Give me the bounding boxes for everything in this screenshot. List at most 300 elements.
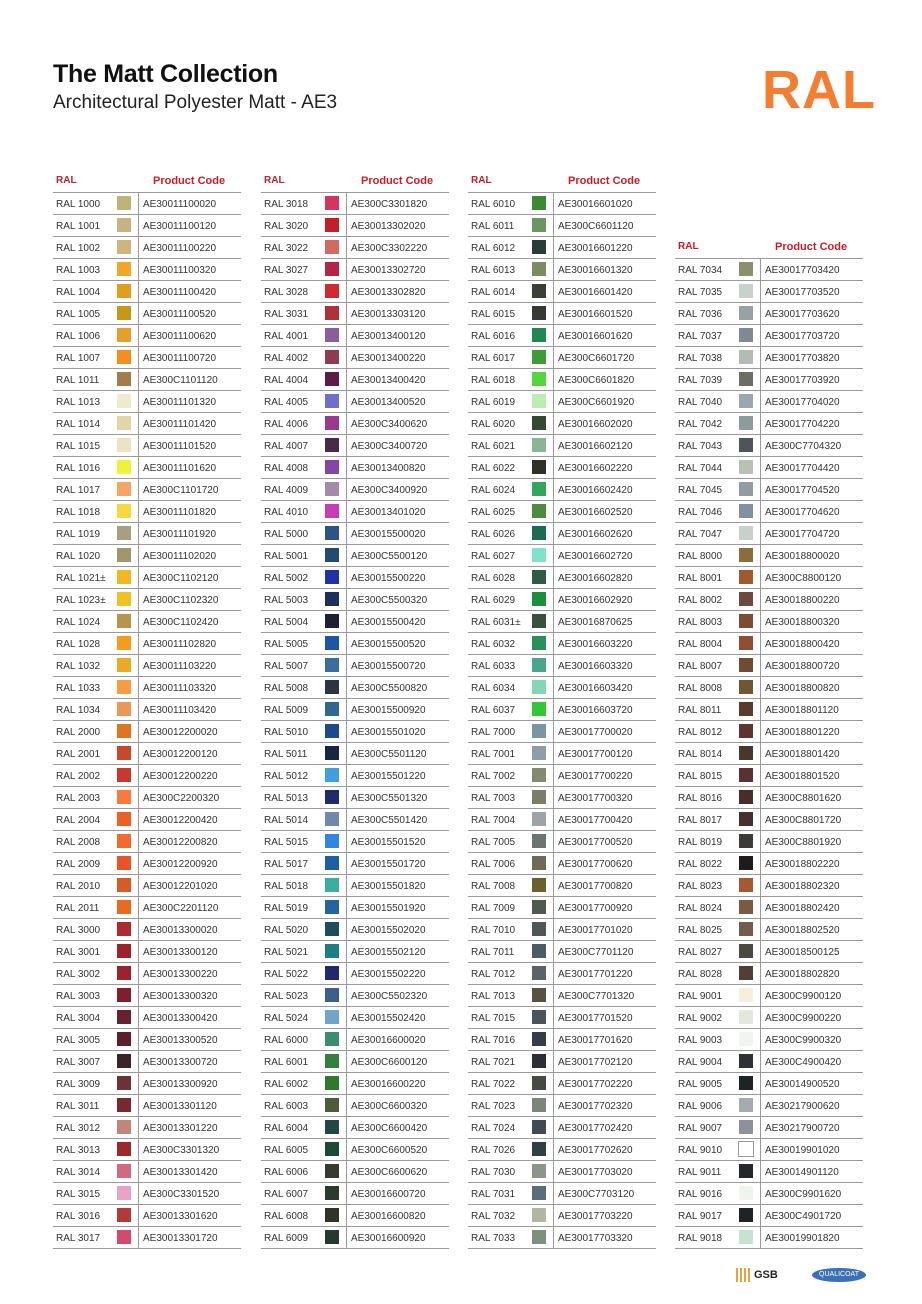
column-divider (346, 545, 347, 566)
table-row (468, 281, 656, 303)
color-swatch (532, 1164, 546, 1178)
ral-code: RAL 3004 (56, 1013, 101, 1024)
color-swatch (325, 284, 339, 298)
product-code: AE30013300520 (143, 1035, 218, 1046)
product-code: AE300C8800120 (765, 573, 842, 584)
column-divider (138, 501, 139, 522)
ral-code: RAL 2009 (56, 859, 101, 870)
color-swatch (325, 1098, 339, 1112)
product-code: AE30018801420 (765, 749, 840, 760)
table-row (261, 809, 449, 831)
color-swatch (117, 702, 131, 716)
table-row (261, 765, 449, 787)
column-divider (760, 369, 761, 390)
column-divider (760, 567, 761, 588)
ral-code: RAL 5005 (264, 639, 309, 650)
table-row (675, 1161, 863, 1183)
table-row (53, 809, 241, 831)
color-swatch (117, 724, 131, 738)
product-code: AE30016602220 (558, 463, 633, 474)
color-swatch (117, 1054, 131, 1068)
ral-code: RAL 4004 (264, 375, 309, 386)
color-swatch (117, 658, 131, 672)
column-divider (553, 259, 554, 280)
ral-code: RAL 3027 (264, 265, 309, 276)
ral-code: RAL 2004 (56, 815, 101, 826)
ral-code: RAL 9004 (678, 1057, 723, 1068)
table-row (675, 391, 863, 413)
product-code: AE30013300720 (143, 1057, 218, 1068)
color-swatch (532, 196, 546, 210)
ral-code: RAL 1024 (56, 617, 101, 628)
table-row (261, 853, 449, 875)
table-row (261, 1051, 449, 1073)
column-divider (760, 919, 761, 940)
ral-code: RAL 6007 (264, 1189, 309, 1200)
color-swatch (532, 262, 546, 276)
column-divider (553, 589, 554, 610)
table-row (53, 897, 241, 919)
product-code: AE30011100620 (143, 331, 217, 342)
ral-code: RAL 8000 (678, 551, 723, 562)
column-divider (138, 853, 139, 874)
column-divider (553, 567, 554, 588)
table-row (261, 567, 449, 589)
product-code: AE30016602120 (558, 441, 633, 452)
table-row (261, 1073, 449, 1095)
ral-code: RAL 8023 (678, 881, 723, 892)
color-swatch (739, 834, 753, 848)
table-row (468, 347, 656, 369)
ral-code: RAL 7002 (471, 771, 516, 782)
product-code: AE300C2201120 (143, 903, 219, 914)
ral-code: RAL 1034 (56, 705, 101, 716)
table-row (468, 479, 656, 501)
color-swatch (739, 614, 753, 628)
column-divider (346, 897, 347, 918)
column-divider (760, 303, 761, 324)
product-code: AE30217900720 (765, 1123, 840, 1134)
column-divider (138, 369, 139, 390)
product-code: AE300C3301520 (143, 1189, 220, 1200)
product-code: AE300C1101720 (143, 485, 219, 496)
color-swatch (739, 1076, 753, 1090)
product-code: AE30016600720 (351, 1189, 426, 1200)
color-swatch (739, 306, 753, 320)
color-swatch (117, 1076, 131, 1090)
column-divider (760, 347, 761, 368)
ral-code: RAL 9003 (678, 1035, 723, 1046)
ral-code: RAL 1013 (56, 397, 101, 408)
color-swatch (325, 636, 339, 650)
product-code: AE30217900620 (765, 1101, 840, 1112)
color-swatch (325, 900, 339, 914)
column-divider (553, 479, 554, 500)
column-divider (346, 809, 347, 830)
product-code: AE30018802520 (765, 925, 840, 936)
ral-code: RAL 6031± (471, 617, 521, 628)
ral-code: RAL 6005 (264, 1145, 309, 1156)
column-divider (346, 831, 347, 852)
ral-code: RAL 8024 (678, 903, 723, 914)
table-row (468, 1051, 656, 1073)
table-row (261, 347, 449, 369)
column-divider (760, 1073, 761, 1094)
color-swatch (325, 504, 339, 518)
table-row (53, 1227, 241, 1249)
column-divider (553, 1205, 554, 1226)
product-code: AE30017701220 (558, 969, 633, 980)
column-divider (553, 1161, 554, 1182)
ral-code: RAL 7000 (471, 727, 516, 738)
product-code: AE300C5501320 (351, 793, 428, 804)
table-row (468, 787, 656, 809)
color-swatch (739, 504, 753, 518)
color-swatch (532, 526, 546, 540)
color-swatch (117, 856, 131, 870)
ral-code: RAL 1023± (56, 595, 106, 606)
color-swatch (532, 1208, 546, 1222)
color-swatch (117, 372, 131, 386)
table-row (261, 1205, 449, 1227)
table-row (468, 743, 656, 765)
column-divider (138, 545, 139, 566)
color-swatch (117, 218, 131, 232)
product-code: AE30012200220 (143, 771, 218, 782)
ral-code: RAL 1000 (56, 199, 101, 210)
color-table-4 (675, 238, 863, 1249)
product-code: AE30016602420 (558, 485, 633, 496)
column-divider (553, 875, 554, 896)
table-row (468, 1095, 656, 1117)
product-code: AE30012200020 (143, 727, 218, 738)
color-swatch (739, 746, 753, 760)
column-divider (138, 391, 139, 412)
color-swatch (532, 922, 546, 936)
ral-code: RAL 9016 (678, 1189, 723, 1200)
product-code: AE30012200820 (143, 837, 218, 848)
product-code: AE30011102820 (143, 639, 217, 650)
ral-code: RAL 5001 (264, 551, 309, 562)
table-row (468, 1007, 656, 1029)
column-divider (138, 743, 139, 764)
ral-code: RAL 8027 (678, 947, 723, 958)
product-code: AE300C6601720 (558, 353, 635, 364)
ral-code: RAL 3016 (56, 1211, 101, 1222)
table-row (675, 963, 863, 985)
ral-code: RAL 6002 (264, 1079, 309, 1090)
ral-code: RAL 6001 (264, 1057, 309, 1068)
column-divider (760, 963, 761, 984)
ral-code: RAL 3013 (56, 1145, 101, 1156)
table-row (675, 1139, 863, 1161)
table-row (53, 831, 241, 853)
product-code: AE30013302820 (351, 287, 426, 298)
product-code: AE30015500720 (351, 661, 426, 672)
product-code: AE30017704020 (765, 397, 840, 408)
product-code: AE30018802420 (765, 903, 840, 914)
column-divider (760, 391, 761, 412)
product-code: AE300C1101120 (143, 375, 218, 386)
column-divider (346, 655, 347, 676)
product-code: AE30014901120 (765, 1167, 839, 1178)
product-code: AE30016601620 (558, 331, 633, 342)
table-row (53, 633, 241, 655)
gsb-bars-icon (736, 1268, 752, 1282)
ral-code: RAL 7006 (471, 859, 516, 870)
header-ral: RAL (56, 175, 77, 186)
column-divider (553, 1183, 554, 1204)
column-divider (760, 633, 761, 654)
product-code: AE30016601020 (558, 199, 633, 210)
table-row (468, 215, 656, 237)
column-divider (138, 787, 139, 808)
color-swatch (739, 328, 753, 342)
column-divider (138, 1205, 139, 1226)
product-code: AE300C5500320 (351, 595, 428, 606)
table-row (53, 919, 241, 941)
color-swatch (325, 372, 339, 386)
ral-code: RAL 6013 (471, 265, 516, 276)
ral-code: RAL 2001 (56, 749, 101, 760)
product-code: AE30011102020 (143, 551, 217, 562)
ral-code: RAL 5023 (264, 991, 309, 1002)
ral-code: RAL 1021± (56, 573, 106, 584)
product-code: AE30016602620 (558, 529, 633, 540)
column-divider (138, 1161, 139, 1182)
product-code: AE30015502020 (351, 925, 426, 936)
product-code: AE30016601520 (558, 309, 633, 320)
column-divider (346, 985, 347, 1006)
ral-code: RAL 4010 (264, 507, 309, 518)
color-swatch (117, 1186, 131, 1200)
product-code: AE300C2200320 (143, 793, 220, 804)
table-row (675, 303, 863, 325)
column-divider (553, 1051, 554, 1072)
color-swatch (532, 790, 546, 804)
color-swatch (739, 1208, 753, 1222)
table-row (468, 1139, 656, 1161)
table-row (468, 875, 656, 897)
product-code: AE300C4901720 (765, 1211, 842, 1222)
table-row (261, 655, 449, 677)
column-divider (138, 809, 139, 830)
ral-code: RAL 6026 (471, 529, 516, 540)
color-swatch (117, 988, 131, 1002)
color-swatch (739, 702, 753, 716)
color-swatch (532, 1054, 546, 1068)
product-code: AE300C9900320 (765, 1035, 842, 1046)
column-divider (346, 1007, 347, 1028)
color-table-1 (53, 172, 241, 1249)
table-row (675, 435, 863, 457)
product-code: AE30011101820 (143, 507, 217, 518)
column-divider (553, 347, 554, 368)
table-row (675, 1227, 863, 1249)
table-row (675, 259, 863, 281)
product-code: AE300C1102320 (143, 595, 219, 606)
ral-code: RAL 6033 (471, 661, 516, 672)
color-swatch (117, 460, 131, 474)
table-row (468, 765, 656, 787)
column-divider (138, 1183, 139, 1204)
color-swatch (532, 966, 546, 980)
table-row (261, 1007, 449, 1029)
ral-code: RAL 7031 (471, 1189, 516, 1200)
table-row (53, 545, 241, 567)
product-code: AE30017702620 (558, 1145, 633, 1156)
column-divider (138, 831, 139, 852)
product-code: AE30011100120 (143, 221, 217, 232)
ral-code: RAL 1005 (56, 309, 101, 320)
product-code: AE30015501020 (351, 727, 426, 738)
column-divider (346, 1227, 347, 1248)
color-swatch (325, 592, 339, 606)
color-swatch (117, 1164, 131, 1178)
column-divider (760, 1051, 761, 1072)
gsb-logo (736, 1268, 778, 1282)
column-divider (760, 721, 761, 742)
column-divider (138, 1095, 139, 1116)
product-code: AE300C6601920 (558, 397, 635, 408)
product-code: AE30013401020 (351, 507, 426, 518)
ral-code: RAL 5018 (264, 881, 309, 892)
column-divider (760, 259, 761, 280)
table-row (261, 193, 449, 215)
color-swatch (739, 372, 753, 386)
color-swatch (325, 482, 339, 496)
product-code: AE300C3301320 (143, 1145, 220, 1156)
table-row (675, 1051, 863, 1073)
color-swatch (739, 812, 753, 826)
color-swatch (325, 1076, 339, 1090)
table-row (53, 963, 241, 985)
product-code: AE30013400420 (351, 375, 426, 386)
color-swatch (325, 856, 339, 870)
color-swatch (325, 1054, 339, 1068)
product-code: AE30018800420 (765, 639, 840, 650)
color-swatch (117, 196, 131, 210)
column-divider (553, 391, 554, 412)
table-row (53, 215, 241, 237)
product-code: AE30013400520 (351, 397, 426, 408)
color-swatch (739, 768, 753, 782)
column-divider (553, 1095, 554, 1116)
product-code: AE30013303120 (351, 309, 426, 320)
column-divider (553, 897, 554, 918)
table-row (468, 611, 656, 633)
table-row (675, 325, 863, 347)
product-code: AE30016602020 (558, 419, 633, 430)
ral-code: RAL 7023 (471, 1101, 516, 1112)
color-swatch (117, 614, 131, 628)
color-swatch (117, 328, 131, 342)
column-divider (346, 237, 347, 258)
table-row (468, 413, 656, 435)
column-divider (346, 963, 347, 984)
column-divider (346, 1095, 347, 1116)
color-swatch (117, 636, 131, 650)
product-code: AE30011100420 (143, 287, 217, 298)
column-divider (760, 831, 761, 852)
table-row (675, 941, 863, 963)
color-swatch (532, 1230, 546, 1244)
color-swatch (325, 570, 339, 584)
color-swatch (325, 768, 339, 782)
ral-code: RAL 6012 (471, 243, 516, 254)
product-code: AE30015500420 (351, 617, 426, 628)
product-code: AE30013300020 (143, 925, 218, 936)
column-divider (553, 435, 554, 456)
ral-code: RAL 2011 (56, 903, 100, 914)
table-row (675, 677, 863, 699)
column-divider (346, 501, 347, 522)
table-row (675, 1073, 863, 1095)
ral-code: RAL 5009 (264, 705, 309, 716)
column-divider (346, 765, 347, 786)
column-divider (138, 479, 139, 500)
ral-code: RAL 8001 (678, 573, 723, 584)
product-code: AE30017700120 (558, 749, 633, 760)
ral-code: RAL 6010 (471, 199, 516, 210)
page-title: The Matt Collection (53, 60, 278, 88)
column-divider (760, 1095, 761, 1116)
color-swatch (325, 922, 339, 936)
product-code: AE30015501920 (351, 903, 426, 914)
ral-code: RAL 1004 (56, 287, 101, 298)
column-divider (760, 787, 761, 808)
ral-code: RAL 7012 (471, 969, 516, 980)
ral-code: RAL 3022 (264, 243, 309, 254)
column-divider (553, 963, 554, 984)
color-swatch (325, 240, 339, 254)
column-divider (138, 567, 139, 588)
ral-code: RAL 5004 (264, 617, 309, 628)
ral-code: RAL 3018 (264, 199, 309, 210)
color-swatch (532, 944, 546, 958)
ral-code: RAL 6029 (471, 595, 516, 606)
table-row (53, 1029, 241, 1051)
color-swatch (325, 966, 339, 980)
ral-code: RAL 3015 (56, 1189, 101, 1200)
column-divider (138, 655, 139, 676)
ral-code: RAL 6009 (264, 1233, 309, 1244)
column-divider (138, 611, 139, 632)
column-divider (553, 303, 554, 324)
product-code: AE30015501220 (351, 771, 426, 782)
ral-code: RAL 6016 (471, 331, 516, 342)
table-row (468, 897, 656, 919)
table-row (53, 1183, 241, 1205)
ral-code: RAL 8019 (678, 837, 723, 848)
ral-code: RAL 1001 (56, 221, 101, 232)
table-row (468, 369, 656, 391)
column-divider (346, 391, 347, 412)
table-row (468, 523, 656, 545)
ral-code: RAL 1032 (56, 661, 101, 672)
ral-code: RAL 7008 (471, 881, 516, 892)
product-code: AE30011100520 (143, 309, 217, 320)
ral-code: RAL 6019 (471, 397, 516, 408)
gsb-label: GSB (754, 1268, 778, 1281)
column-divider (138, 193, 139, 214)
color-swatch (117, 394, 131, 408)
product-code: AE30017703020 (558, 1167, 633, 1178)
table-header (675, 238, 863, 259)
ral-code: RAL 7045 (678, 485, 723, 496)
product-code: AE300C7701320 (558, 991, 635, 1002)
table-row (468, 1183, 656, 1205)
